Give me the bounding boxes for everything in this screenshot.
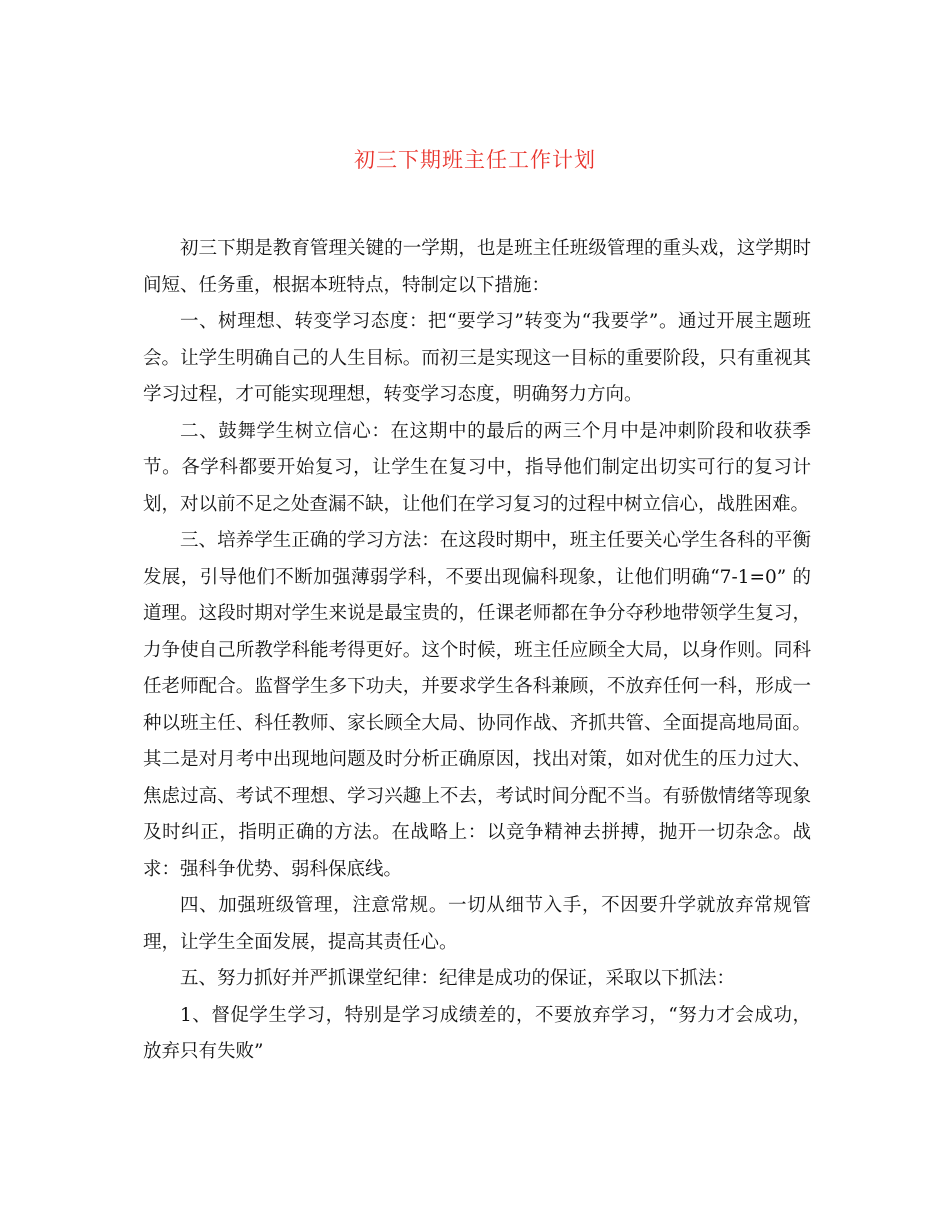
document-body — [143, 231, 811, 1071]
paragraph-section-2: 二、鼓舞学生树立信心：在这期中的最后的两三个月中是冲刺阶段和收获季节。各学科都要开始复习，让学生在复习中，指导他们制定出切实可行的复习计划，对以前不足之处查漏不缺，让他们在学习复习的过程中树立信心，战胜困难。 — [143, 420, 811, 515]
document-title: 初三下期班主任工作计划 — [354, 148, 596, 172]
paragraph-section-1: 一、树理想、转变学习态度：把“要学习”转变为“我要学”。通过开展主题班会。让学生明确自己的人生目标。而初三是实现这一目标的重要阶段，只有重视其学习过程，才可能实现理想，转变学习态度，明确努力方向。 — [143, 311, 811, 405]
paragraph-section-5: 五、努力抓好并严抓课堂纪律：纪律是成功的保证，采取以下抓法： — [180, 968, 736, 989]
paragraph-item-1: 1、督促学生学习，特别是学习成绩差的，不要放弃学习，“努力才会成功，放弃只有失败” — [143, 1004, 811, 1062]
paragraph-section-3: 三、培养学生正确的学习方法：在这段时期中，班主任要关心学生各科的平衡发展，引导他们不断加强薄弱学科，不要出现偏科现象，让他们明确“7-1=0” 的道理。这段时期对学生来说是最宝贵的，任课老师都在争分夺秒地带领学生复习，力争使自己所教学科能考得更好。这个时候，班主任应顾全大局，以身作则。同科任老师配合。监督学生多下功夫，并要求学生各科兼顾，不放弃任何一科，形成一种以班主任、科任教师、家长顾全大局、协同作战、齐抓共管、全面提高地局面。其二是对月考中出现地问题及时分析正确原因，找出对策，如对优生的压力过大、焦虑过高、考试不理想、学习兴趣上不去，考试时间分配不当。有骄傲情绪等现象及时纠正，指明正确的方法。在战略上：以竞争精神去拼搏，抛开一切杂念。战求：强科争优势、弱科保底线。 — [143, 530, 811, 880]
paragraph-intro: 初三下期是教育管理关键的一学期，也是班主任班级管理的重头戏，这学期时间短、任务重，根据本班特点，特制定以下措施： — [143, 238, 811, 296]
paragraph-section-4: 四、加强班级管理，注意常规。一切从细节入手，不因要升学就放弃常规管理，让学生全面发展，提高其责任心。 — [143, 895, 811, 953]
